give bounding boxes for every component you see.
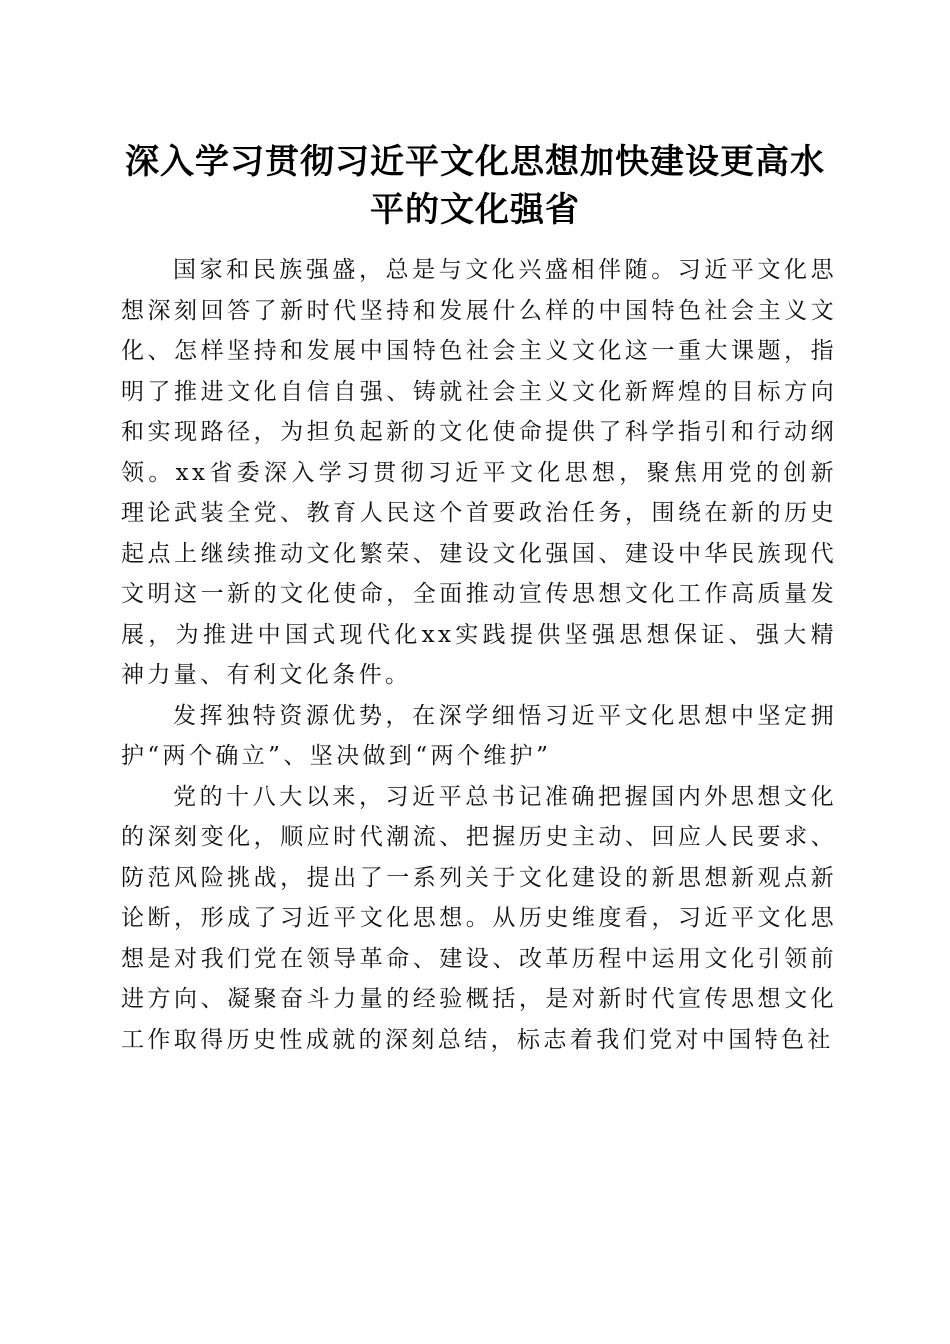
document-body: [121, 250, 837, 1060]
title-line-2: 平的文化强省: [370, 190, 580, 230]
paragraph-intro: 国家和民族强盛，总是与文化兴盛相伴随。习近平文化思想深刻回答了新时代坚持和发展什么样的中国特色社会主义文化、怎样坚持和发展中国特色社会主义文化这一重大课题，指明了推进文化自信自强、铸就社会主义文化新辉煌的目标方向和实现路径，为担负起新的文化使命提供了科学指引和行动纲领。xx省委深入学习贯彻习近平文化思想，聚焦用党的创新理论武装全党、教育人民这个首要政治任务，围绕在新的历史起点上继续推动文化繁荣、建设文化强国、建设中华民族现代文明这一新的文化使命，全面推动宣传思想文化工作高质量发展，为推进中国式现代化xx实践提供坚强思想保证、强大精神力量、有利文化条件。: [121, 257, 837, 688]
document-title: [110, 138, 840, 234]
title-line-1: 深入学习贯彻习近平文化思想加快建设更高水: [125, 142, 825, 182]
paragraph-section-1: 党的十八大以来，习近平总书记准确把握国内外思想文化的深刻变化，顺应时代潮流、把握历史主动、回应人民要求、防范风险挑战，提出了一系列关于文化建设的新思想新观点新论断，形成了习近平文化思想。从历史维度看，习近平文化思想是对我们党在领导革命、建设、改革历程中运用文化引领前进方向、凝聚奋斗力量的经验概括，是对新时代宣传思想文化工作取得历史性成就的深刻总结，标志着我们党对中国特色社: [121, 783, 837, 1053]
section-heading: 发挥独特资源优势，在深学细悟习近平文化思想中坚定拥护“两个确立”、坚决做到“两个维护”: [121, 702, 837, 769]
